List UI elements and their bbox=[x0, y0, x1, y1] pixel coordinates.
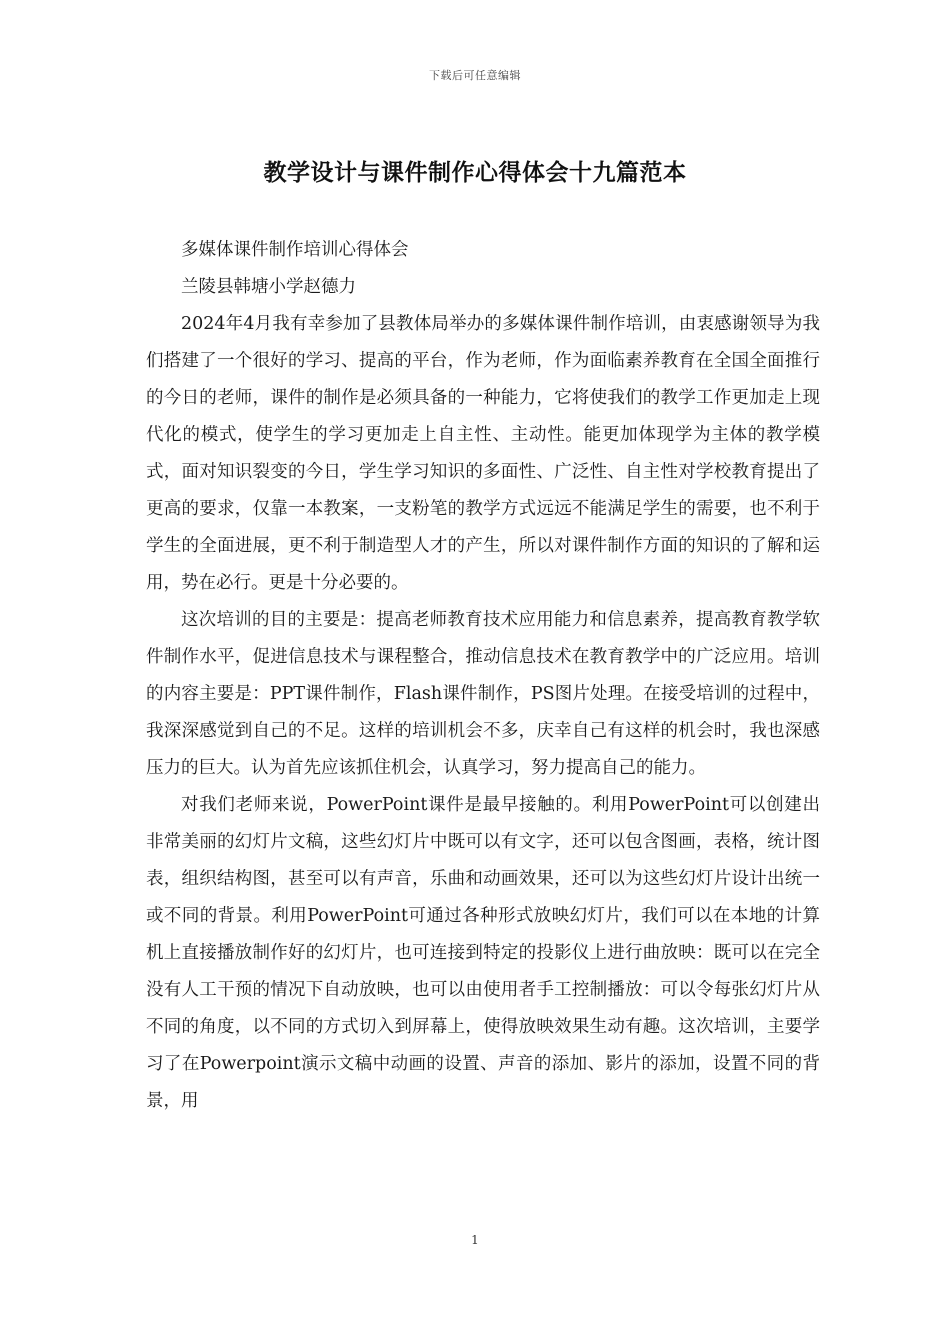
body-paragraph: 对我们老师来说，PowerPoint课件是最早接触的。利用PowerPoint可以创建出非常美丽的幻灯片文稿，这些幻灯片中既可以有文字，还可以包含图画，表格，统计图表，组织结构图，甚至可以有声音，乐曲和动画效果，还可以为这些幻灯片设计出统一或不同的背景。利用PowerPoint可通过各种形式放映幻灯片，我们可以在本地的计算机上直接播放制作好的幻灯片，也可连接到特定的投影仪上进行曲放映：既可以在完全没有人工干预的情况下自动放映，也可以由使用者手工控制播放：可以令每张幻灯片从不同的角度，以不同的方式切入到屏幕上，使得放映效果生动有趣。这次培训，主要学习了在Powerpoint演示文稿中动画的设置、声音的添加、影片的添加，设置不同的背景，用 bbox=[146, 795, 820, 1111]
body-paragraph: 这次培训的目的主要是：提高老师教育技术应用能力和信息素养，提高教育教学软件制作水平，促进信息技术与课程整合，推动信息技术在教育教学中的广泛应用。培训的内容主要是：PPT课件制作，Flash课件制作，PS图片处理。在接受培训的过程中，我深深感觉到自己的不足。这样的培训机会不多，庆幸自己有这样的机会时，我也深感压力的巨大。认为首先应该抓住机会，认真学习，努力提高自己的能力。 bbox=[146, 610, 820, 778]
page-number: 1 bbox=[471, 1233, 479, 1247]
header-note: 下载后可任意编辑 bbox=[429, 69, 521, 82]
document-body bbox=[146, 232, 820, 1120]
document-title: 教学设计与课件制作心得体会十九篇范本 bbox=[263, 159, 687, 186]
body-paragraph: 2024年4月我有幸参加了县教体局举办的多媒体课件制作培训，由衷感谢领导为我们搭建了一个很好的学习、提高的平台，作为老师，作为面临素养教育在全国全面推行的今日的老师，课件的制作是必须具备的一种能力，它将使我们的教学工作更加走上现代化的模式，使学生的学习更加走上自主性、主动性。能更加体现学为主体的教学模式，面对知识裂变的今日，学生学习知识的多面性、广泛性、自主性对学校教育提出了更高的要求，仅靠一本教案，一支粉笔的教学方式远远不能满足学生的需要，也不利于学生的全面进展，更不利于制造型人才的产生，所以对课件制作方面的知识的了解和运用，势在必行。更是十分必要的。 bbox=[146, 314, 820, 593]
author-paragraph: 兰陵县韩塘小学赵德力 bbox=[181, 277, 356, 297]
subtitle-paragraph: 多媒体课件制作培训心得体会 bbox=[181, 240, 409, 260]
